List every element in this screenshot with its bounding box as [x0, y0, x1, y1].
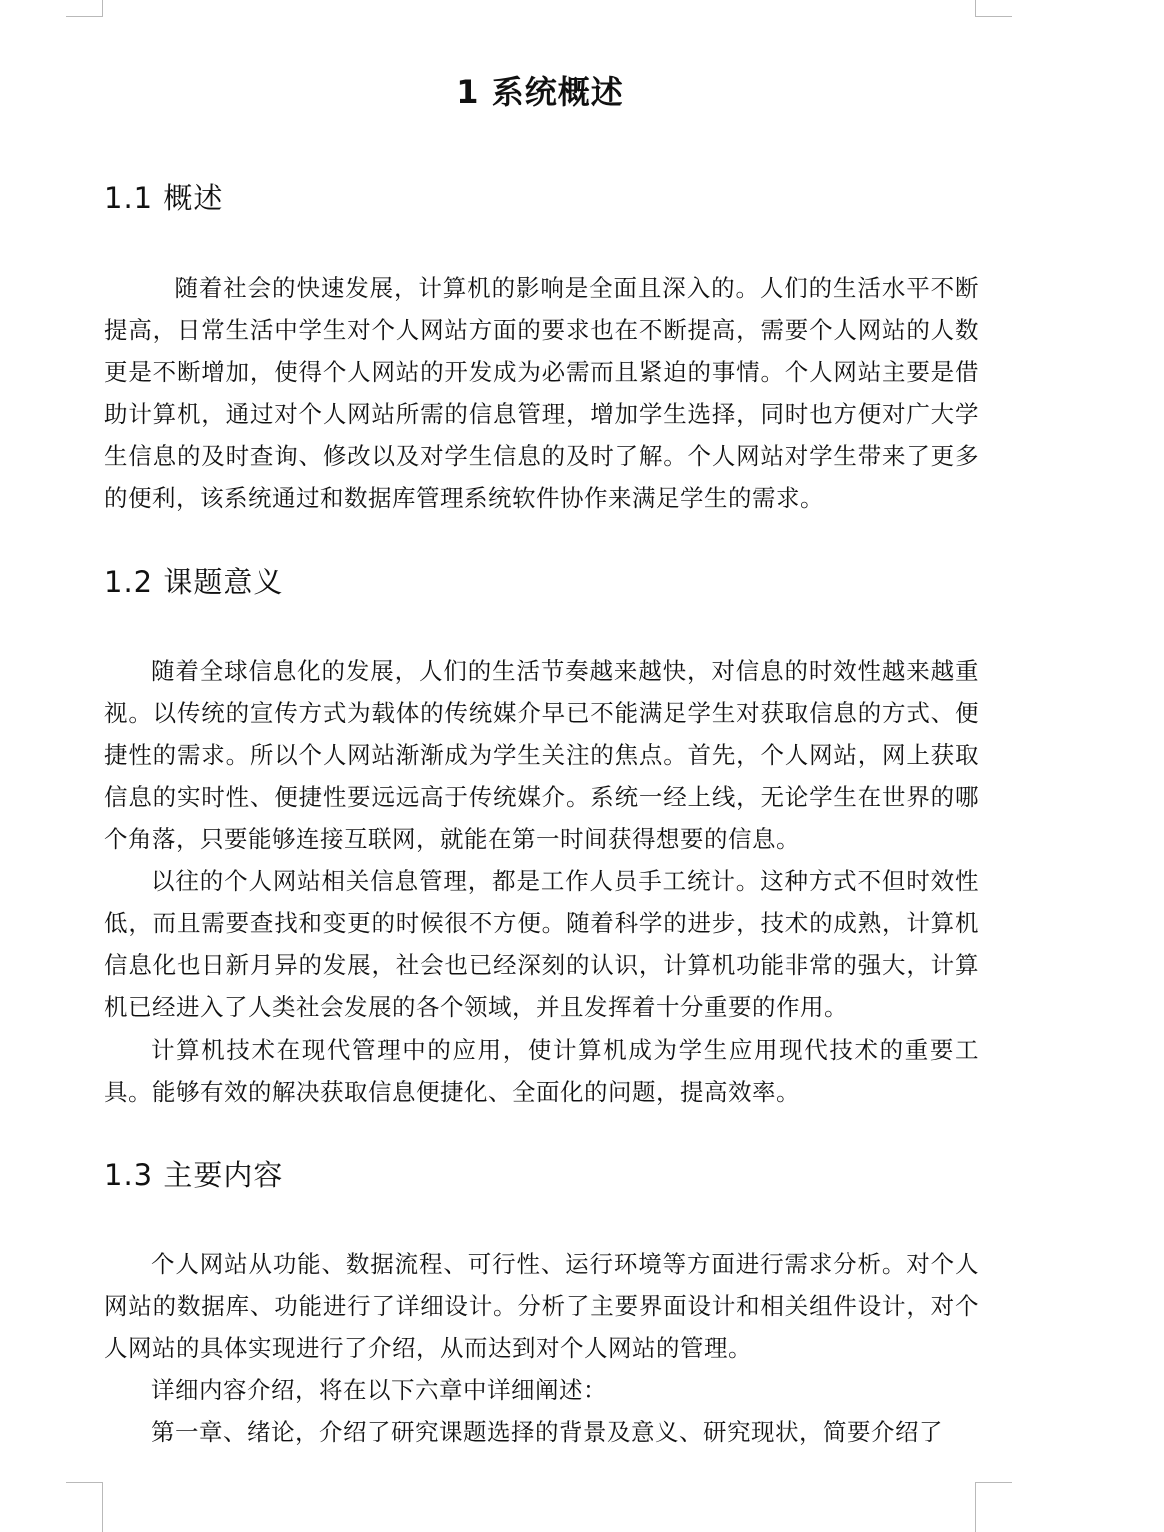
- crop-mark-top-right-horizontal: [975, 16, 1012, 17]
- crop-mark-top-left-vertical: [102, 0, 103, 16]
- section-heading-significance: 1.2 课题意义: [104, 565, 284, 599]
- crop-mark-bottom-right-horizontal: [975, 1482, 1012, 1483]
- crop-mark-top-left-horizontal: [66, 16, 103, 17]
- paragraph-main-content-2: 详细内容介绍，将在以下六章中详细阐述：: [151, 1376, 607, 1404]
- crop-mark-top-right-vertical: [975, 0, 976, 16]
- paragraph-significance-3: 计算机技术在现代管理中的应用，使计算机成为学生应用现代技术的重要工具。能够有效的解决获取信息便捷化、全面化的问题，提高效率。: [104, 1036, 979, 1106]
- paragraph-main-content-3: 第一章、绪论，介绍了研究课题选择的背景及意义、研究现状，简要介绍了: [151, 1418, 943, 1446]
- chapter-title: 1 系统概述: [456, 73, 624, 111]
- paragraph-overview: 随着社会的快速发展，计算机的影响是全面且深入的。人们的生活水平不断提高，日常生活中学生对个人网站方面的要求也在不断提高，需要个人网站的人数更是不断增加，使得个人网站的开发成为必需而且紧迫的事情。个人网站主要是借助计算机，通过对个人网站所需的信息管理，增加学生选择，同时也方便对广大学生信息的及时查询、修改以及对学生信息的及时了解。个人网站对学生带来了更多的便利，该系统通过和数据库管理系统软件协作来满足学生的需求。: [104, 274, 979, 512]
- section-heading-main-content: 1.3 主要内容: [104, 1158, 284, 1192]
- paragraph-main-content-1: 个人网站从功能、数据流程、可行性、运行环境等方面进行需求分析。对个人网站的数据库、功能进行了详细设计。分析了主要界面设计和相关组件设计，对个人网站的具体实现进行了介绍，从而达到对个人网站的管理。: [104, 1250, 979, 1362]
- paragraph-significance-2: 以往的个人网站相关信息管理，都是工作人员手工统计。这种方式不但时效性低，而且需要查找和变更的时候很不方便。随着科学的进步，技术的成熟，计算机信息化也日新月异的发展，社会也已经深刻的认识，计算机功能非常的强大，计算机已经进入了人类社会发展的各个领域，并且发挥着十分重要的作用。: [104, 867, 979, 1021]
- section-heading-overview: 1.1 概述: [104, 181, 224, 215]
- paragraph-significance-1: 随着全球信息化的发展，人们的生活节奏越来越快，对信息的时效性越来越重视。以传统的宣传方式为载体的传统媒介早已不能满足学生对获取信息的方式、便捷性的需求。所以个人网站渐渐成为学生关注的焦点。首先，个人网站，网上获取信息的实时性、便捷性要远远高于传统媒介。系统一经上线，无论学生在世界的哪个角落，只要能够连接互联网，就能在第一时间获得想要的信息。: [104, 657, 979, 853]
- crop-mark-bottom-right-vertical: [975, 1482, 976, 1532]
- crop-mark-bottom-left-horizontal: [66, 1482, 103, 1483]
- crop-mark-bottom-left-vertical: [102, 1482, 103, 1532]
